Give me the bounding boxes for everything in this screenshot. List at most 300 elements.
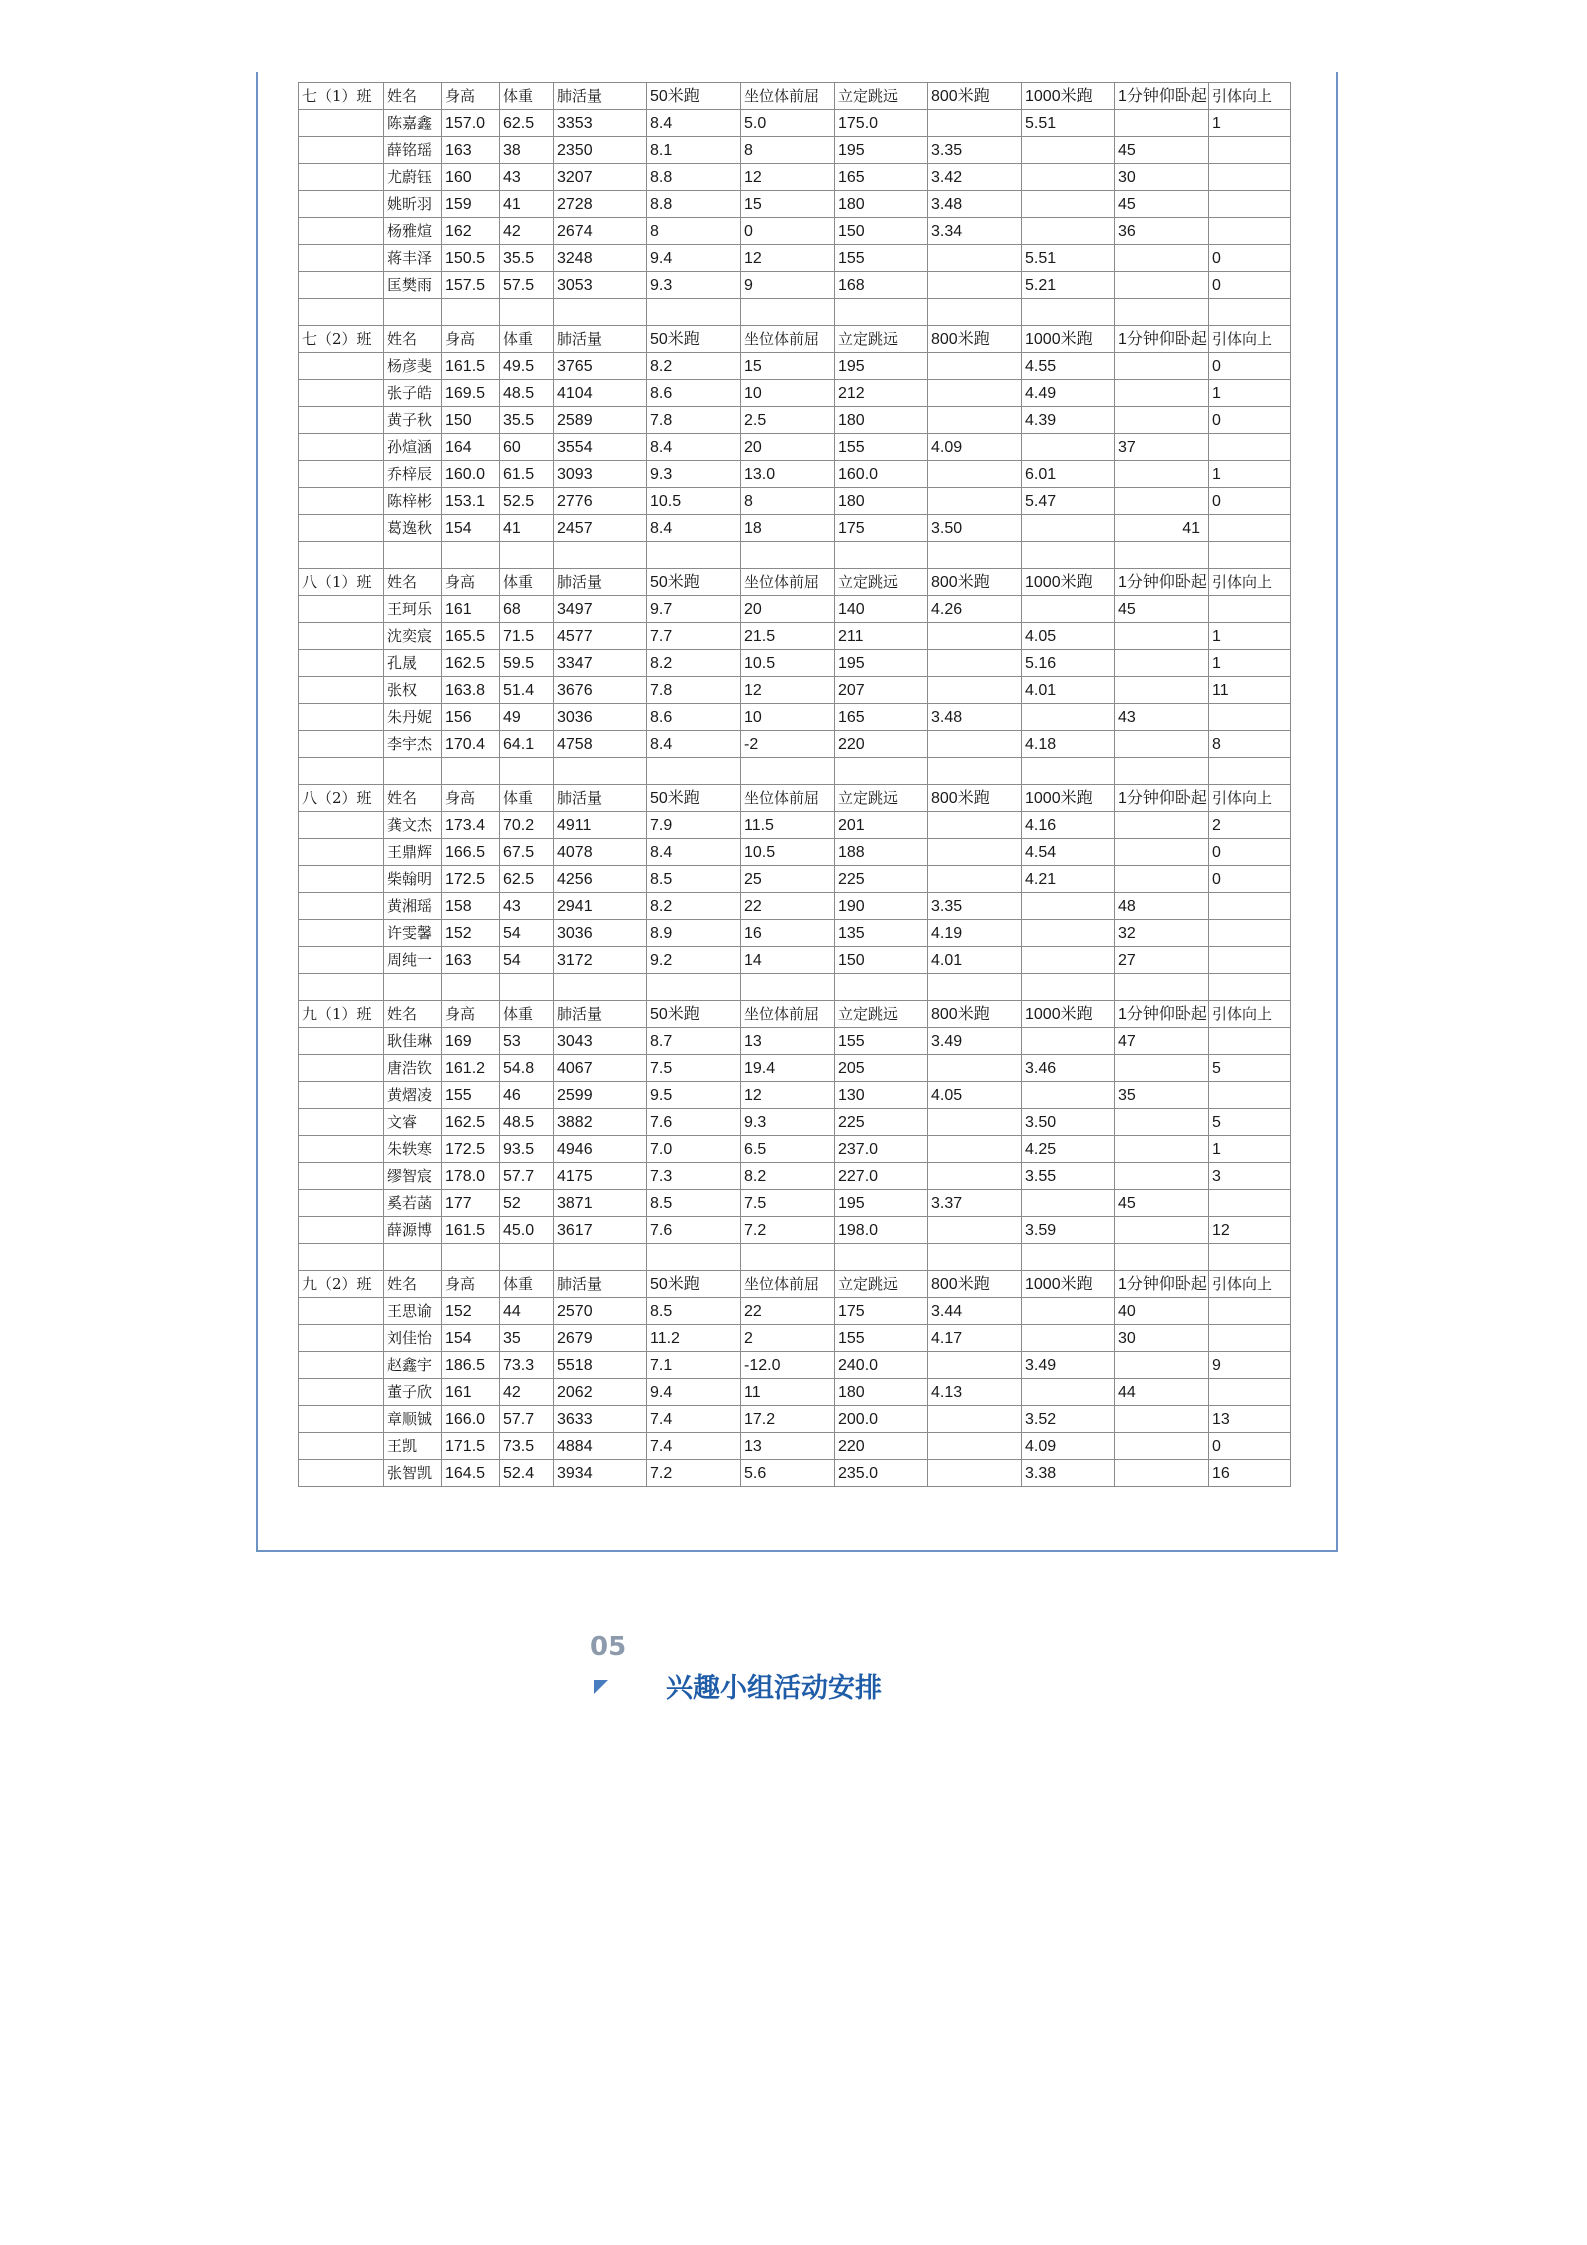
score-cell	[1115, 650, 1209, 677]
score-cell: 54	[500, 920, 554, 947]
score-cell: 3053	[554, 272, 647, 299]
score-cell: 59.5	[500, 650, 554, 677]
table-header-row	[299, 1001, 1291, 1028]
score-cell: 4256	[554, 866, 647, 893]
score-cell: 57.7	[500, 1406, 554, 1433]
student-name: 董子欣	[384, 1379, 442, 1406]
column-header: 立定跳远	[835, 785, 928, 812]
score-cell: 3554	[554, 434, 647, 461]
table-row	[299, 1325, 1291, 1352]
score-cell: 4.55	[1022, 353, 1115, 380]
score-cell	[928, 488, 1022, 515]
empty-cell	[1022, 542, 1115, 569]
score-cell: 165.5	[442, 623, 500, 650]
score-cell	[928, 245, 1022, 272]
column-header: 1000米跑	[1022, 785, 1115, 812]
score-cell: 2062	[554, 1379, 647, 1406]
score-cell: 154	[442, 1325, 500, 1352]
score-cell: 52.5	[500, 488, 554, 515]
class-cell	[299, 1352, 384, 1379]
student-name: 奚若菡	[384, 1190, 442, 1217]
column-header: 立定跳远	[835, 569, 928, 596]
student-name: 龚文杰	[384, 812, 442, 839]
score-cell: 3617	[554, 1217, 647, 1244]
score-cell	[928, 353, 1022, 380]
column-header: 50米跑	[647, 785, 741, 812]
score-cell	[1022, 704, 1115, 731]
score-cell: 3248	[554, 245, 647, 272]
score-cell: 13.0	[741, 461, 835, 488]
score-cell	[1022, 218, 1115, 245]
score-cell	[1115, 839, 1209, 866]
table-row	[299, 1298, 1291, 1325]
score-cell: 169	[442, 1028, 500, 1055]
score-cell	[1022, 1298, 1115, 1325]
score-cell	[928, 866, 1022, 893]
class-cell	[299, 1109, 384, 1136]
score-cell: 16	[741, 920, 835, 947]
score-cell: 3036	[554, 920, 647, 947]
table-row	[299, 920, 1291, 947]
student-name: 陈嘉鑫	[384, 110, 442, 137]
score-cell: 3.48	[928, 191, 1022, 218]
class-cell	[299, 1379, 384, 1406]
score-cell: 4911	[554, 812, 647, 839]
score-cell: 8.9	[647, 920, 741, 947]
column-header: 身高	[442, 569, 500, 596]
student-name: 王珂乐	[384, 596, 442, 623]
score-cell: 135	[835, 920, 928, 947]
spacer-row	[299, 758, 1291, 785]
score-cell: 6.01	[1022, 461, 1115, 488]
score-cell	[928, 623, 1022, 650]
score-cell: 9.4	[647, 1379, 741, 1406]
table-row	[299, 812, 1291, 839]
score-cell: 195	[835, 650, 928, 677]
score-cell: 45	[1115, 1190, 1209, 1217]
score-cell	[1115, 1109, 1209, 1136]
class-cell	[299, 245, 384, 272]
column-header: 1分钟仰卧起	[1115, 569, 1209, 596]
score-cell: 155	[835, 1028, 928, 1055]
column-header: 姓名	[384, 569, 442, 596]
table-row	[299, 839, 1291, 866]
score-cell	[1209, 596, 1291, 623]
score-cell: 42	[500, 1379, 554, 1406]
score-cell	[1209, 1325, 1291, 1352]
class-cell	[299, 1082, 384, 1109]
score-cell: 8.5	[647, 1190, 741, 1217]
score-cell: 61.5	[500, 461, 554, 488]
column-header: 50米跑	[647, 1271, 741, 1298]
class-cell	[299, 1217, 384, 1244]
empty-cell	[299, 974, 384, 1001]
table-row	[299, 1379, 1291, 1406]
score-cell	[1209, 1028, 1291, 1055]
score-cell	[928, 110, 1022, 137]
score-cell: 205	[835, 1055, 928, 1082]
score-cell: 48.5	[500, 380, 554, 407]
score-cell: 5.51	[1022, 110, 1115, 137]
score-cell: 11	[741, 1379, 835, 1406]
spacer-row	[299, 1244, 1291, 1271]
score-cell: 12	[741, 245, 835, 272]
score-cell: 4078	[554, 839, 647, 866]
class-cell	[299, 893, 384, 920]
score-cell: 7.2	[741, 1217, 835, 1244]
table-header-row	[299, 326, 1291, 353]
score-cell: 48	[1115, 893, 1209, 920]
score-cell: 22	[741, 1298, 835, 1325]
table-row	[299, 245, 1291, 272]
class-cell	[299, 461, 384, 488]
score-cell: 3.46	[1022, 1055, 1115, 1082]
empty-cell	[554, 542, 647, 569]
score-cell: 2728	[554, 191, 647, 218]
empty-cell	[928, 542, 1022, 569]
score-cell	[1022, 893, 1115, 920]
score-cell: 7.7	[647, 623, 741, 650]
score-cell: 8.4	[647, 515, 741, 542]
score-cell	[928, 812, 1022, 839]
score-cell	[928, 1163, 1022, 1190]
score-cell: 3.37	[928, 1190, 1022, 1217]
score-cell: 8.7	[647, 1028, 741, 1055]
class-cell	[299, 947, 384, 974]
score-cell	[1022, 515, 1115, 542]
empty-cell	[1209, 974, 1291, 1001]
student-name: 沈奕宸	[384, 623, 442, 650]
score-cell: 62.5	[500, 866, 554, 893]
class-cell	[299, 1136, 384, 1163]
score-cell: 7.4	[647, 1433, 741, 1460]
column-header: 1分钟仰卧起	[1115, 1271, 1209, 1298]
score-cell: 73.3	[500, 1352, 554, 1379]
column-header: 身高	[442, 326, 500, 353]
score-cell	[1022, 947, 1115, 974]
score-cell	[1115, 1460, 1209, 1487]
score-cell	[1115, 1406, 1209, 1433]
score-cell: 12	[1209, 1217, 1291, 1244]
score-cell	[1209, 947, 1291, 974]
class-cell	[299, 515, 384, 542]
score-cell: 35	[1115, 1082, 1209, 1109]
student-name: 王思谕	[384, 1298, 442, 1325]
score-cell: 60	[500, 434, 554, 461]
score-cell	[1022, 1379, 1115, 1406]
score-cell: -12.0	[741, 1352, 835, 1379]
student-name: 孔晟	[384, 650, 442, 677]
table-row	[299, 434, 1291, 461]
score-cell: 9	[741, 272, 835, 299]
column-header: 肺活量	[554, 83, 647, 110]
score-cell: 10	[741, 380, 835, 407]
student-name: 黄子秋	[384, 407, 442, 434]
score-cell	[1209, 191, 1291, 218]
score-cell: 4.26	[928, 596, 1022, 623]
score-cell	[1115, 461, 1209, 488]
score-cell: 155	[835, 245, 928, 272]
score-cell: 195	[835, 1190, 928, 1217]
empty-cell	[1022, 974, 1115, 1001]
empty-cell	[554, 974, 647, 1001]
table-row	[299, 515, 1291, 542]
score-cell: 9.3	[647, 272, 741, 299]
score-cell: 9	[1209, 1352, 1291, 1379]
score-cell: 8.1	[647, 137, 741, 164]
empty-cell	[500, 758, 554, 785]
empty-cell	[442, 299, 500, 326]
score-cell: 220	[835, 731, 928, 758]
score-cell: 235.0	[835, 1460, 928, 1487]
student-name: 薛源博	[384, 1217, 442, 1244]
spacer-row	[299, 974, 1291, 1001]
table-row	[299, 1406, 1291, 1433]
score-cell: 150.5	[442, 245, 500, 272]
score-cell: 211	[835, 623, 928, 650]
score-cell: 173.4	[442, 812, 500, 839]
score-cell: 154	[442, 515, 500, 542]
empty-cell	[500, 542, 554, 569]
score-cell: 163	[442, 947, 500, 974]
score-cell: 49	[500, 704, 554, 731]
class-cell	[299, 866, 384, 893]
score-cell: 0	[1209, 1433, 1291, 1460]
table-row	[299, 1028, 1291, 1055]
score-cell: 4884	[554, 1433, 647, 1460]
empty-cell	[500, 974, 554, 1001]
score-cell: 3.35	[928, 893, 1022, 920]
empty-cell	[1022, 1244, 1115, 1271]
table-row	[299, 407, 1291, 434]
column-header: 引体向上	[1209, 326, 1291, 353]
score-cell	[1115, 812, 1209, 839]
class-cell	[299, 920, 384, 947]
score-cell: 4104	[554, 380, 647, 407]
score-cell: 3765	[554, 353, 647, 380]
score-cell	[1209, 218, 1291, 245]
column-header: 800米跑	[928, 1001, 1022, 1028]
score-cell	[1022, 137, 1115, 164]
score-cell: 8	[1209, 731, 1291, 758]
score-cell: 44	[500, 1298, 554, 1325]
score-cell	[1115, 623, 1209, 650]
column-header: 体重	[500, 83, 554, 110]
column-header: 1分钟仰卧起	[1115, 1001, 1209, 1028]
score-cell: 3.52	[1022, 1406, 1115, 1433]
student-name: 周纯一	[384, 947, 442, 974]
score-cell: 0	[1209, 353, 1291, 380]
score-cell: 2674	[554, 218, 647, 245]
score-cell: 7.4	[647, 1406, 741, 1433]
table-row	[299, 650, 1291, 677]
score-cell: 4.19	[928, 920, 1022, 947]
column-header: 体重	[500, 326, 554, 353]
score-cell: 3.34	[928, 218, 1022, 245]
score-cell: 4577	[554, 623, 647, 650]
column-header: 体重	[500, 1271, 554, 1298]
class-label: 八（1）班	[299, 569, 384, 596]
score-cell: 43	[500, 893, 554, 920]
class-cell	[299, 1163, 384, 1190]
score-cell: 3093	[554, 461, 647, 488]
empty-cell	[1209, 299, 1291, 326]
table-header-row	[299, 785, 1291, 812]
class-cell	[299, 1055, 384, 1082]
empty-cell	[928, 974, 1022, 1001]
score-cell: 2589	[554, 407, 647, 434]
empty-cell	[299, 758, 384, 785]
student-name: 乔梓辰	[384, 461, 442, 488]
empty-cell	[741, 1244, 835, 1271]
column-header: 体重	[500, 1001, 554, 1028]
student-name: 章顺铖	[384, 1406, 442, 1433]
score-cell: 150	[835, 218, 928, 245]
score-cell	[928, 461, 1022, 488]
score-cell: 11	[1209, 677, 1291, 704]
table-row	[299, 1136, 1291, 1163]
table-row	[299, 164, 1291, 191]
score-cell	[928, 1217, 1022, 1244]
column-header: 立定跳远	[835, 326, 928, 353]
score-cell	[1022, 1190, 1115, 1217]
table-row	[299, 1190, 1291, 1217]
score-cell: 180	[835, 1379, 928, 1406]
score-cell: 2350	[554, 137, 647, 164]
score-cell	[1209, 1379, 1291, 1406]
table-row	[299, 866, 1291, 893]
score-cell: 10.5	[647, 488, 741, 515]
score-cell: 37	[1115, 434, 1209, 461]
column-header: 800米跑	[928, 785, 1022, 812]
column-header: 姓名	[384, 1271, 442, 1298]
score-cell: 180	[835, 488, 928, 515]
column-header: 身高	[442, 785, 500, 812]
empty-cell	[384, 299, 442, 326]
column-header: 立定跳远	[835, 1271, 928, 1298]
score-cell: 0	[1209, 272, 1291, 299]
score-cell: 9.3	[647, 461, 741, 488]
student-name: 杨彦斐	[384, 353, 442, 380]
score-cell: 3633	[554, 1406, 647, 1433]
score-cell: 160.0	[835, 461, 928, 488]
score-cell: 54	[500, 947, 554, 974]
score-cell: 225	[835, 866, 928, 893]
class-cell	[299, 1433, 384, 1460]
score-cell: 163.8	[442, 677, 500, 704]
score-cell: 3676	[554, 677, 647, 704]
empty-cell	[928, 1244, 1022, 1271]
score-cell: 20	[741, 596, 835, 623]
score-cell: 1	[1209, 650, 1291, 677]
table-row	[299, 704, 1291, 731]
class-cell	[299, 353, 384, 380]
score-cell	[1022, 920, 1115, 947]
score-cell: 8	[647, 218, 741, 245]
class-cell	[299, 650, 384, 677]
score-cell	[1209, 137, 1291, 164]
score-cell: 8.4	[647, 434, 741, 461]
table-row	[299, 1460, 1291, 1487]
table-row	[299, 677, 1291, 704]
student-name: 薛铭瑶	[384, 137, 442, 164]
score-cell	[1209, 1082, 1291, 1109]
score-cell: 4.17	[928, 1325, 1022, 1352]
empty-cell	[741, 974, 835, 1001]
score-cell	[928, 272, 1022, 299]
class-cell	[299, 812, 384, 839]
score-cell: 51.4	[500, 677, 554, 704]
student-name: 张权	[384, 677, 442, 704]
column-header: 身高	[442, 83, 500, 110]
score-cell: 152	[442, 920, 500, 947]
score-cell: 169.5	[442, 380, 500, 407]
class-cell	[299, 434, 384, 461]
score-cell: 3.55	[1022, 1163, 1115, 1190]
score-cell: 152	[442, 1298, 500, 1325]
score-cell: 12	[741, 677, 835, 704]
table-header-row	[299, 1271, 1291, 1298]
score-cell: 4.01	[1022, 677, 1115, 704]
score-cell: 3497	[554, 596, 647, 623]
score-cell: 4067	[554, 1055, 647, 1082]
column-header: 姓名	[384, 785, 442, 812]
score-cell	[1115, 677, 1209, 704]
score-cell: 48.5	[500, 1109, 554, 1136]
empty-cell	[1115, 542, 1209, 569]
student-name: 耿佳琳	[384, 1028, 442, 1055]
empty-cell	[835, 542, 928, 569]
score-cell: 140	[835, 596, 928, 623]
score-cell: 5518	[554, 1352, 647, 1379]
score-cell: 4.09	[928, 434, 1022, 461]
score-cell: 0	[1209, 407, 1291, 434]
score-cell: 54.8	[500, 1055, 554, 1082]
score-cell: 175	[835, 1298, 928, 1325]
score-cell: 52	[500, 1190, 554, 1217]
score-cell: 3.50	[928, 515, 1022, 542]
score-cell	[1115, 488, 1209, 515]
score-cell: 3.35	[928, 137, 1022, 164]
empty-cell	[1209, 542, 1291, 569]
score-cell: 3172	[554, 947, 647, 974]
class-label: 七（2）班	[299, 326, 384, 353]
score-cell: 161.2	[442, 1055, 500, 1082]
empty-cell	[442, 1244, 500, 1271]
score-cell: 19.4	[741, 1055, 835, 1082]
score-cell: 190	[835, 893, 928, 920]
score-cell: 7.8	[647, 677, 741, 704]
score-cell: 186.5	[442, 1352, 500, 1379]
table-row	[299, 893, 1291, 920]
empty-cell	[1115, 974, 1209, 1001]
score-cell	[928, 1055, 1022, 1082]
empty-cell	[647, 1244, 741, 1271]
class-cell	[299, 407, 384, 434]
score-cell: 35	[500, 1325, 554, 1352]
score-cell: 3.44	[928, 1298, 1022, 1325]
score-cell: 3.38	[1022, 1460, 1115, 1487]
score-cell	[928, 407, 1022, 434]
score-cell	[1209, 920, 1291, 947]
score-cell	[1115, 731, 1209, 758]
score-cell: 162.5	[442, 650, 500, 677]
score-cell	[1022, 164, 1115, 191]
score-cell: 9.3	[741, 1109, 835, 1136]
class-cell	[299, 380, 384, 407]
column-header: 800米跑	[928, 569, 1022, 596]
empty-cell	[442, 542, 500, 569]
